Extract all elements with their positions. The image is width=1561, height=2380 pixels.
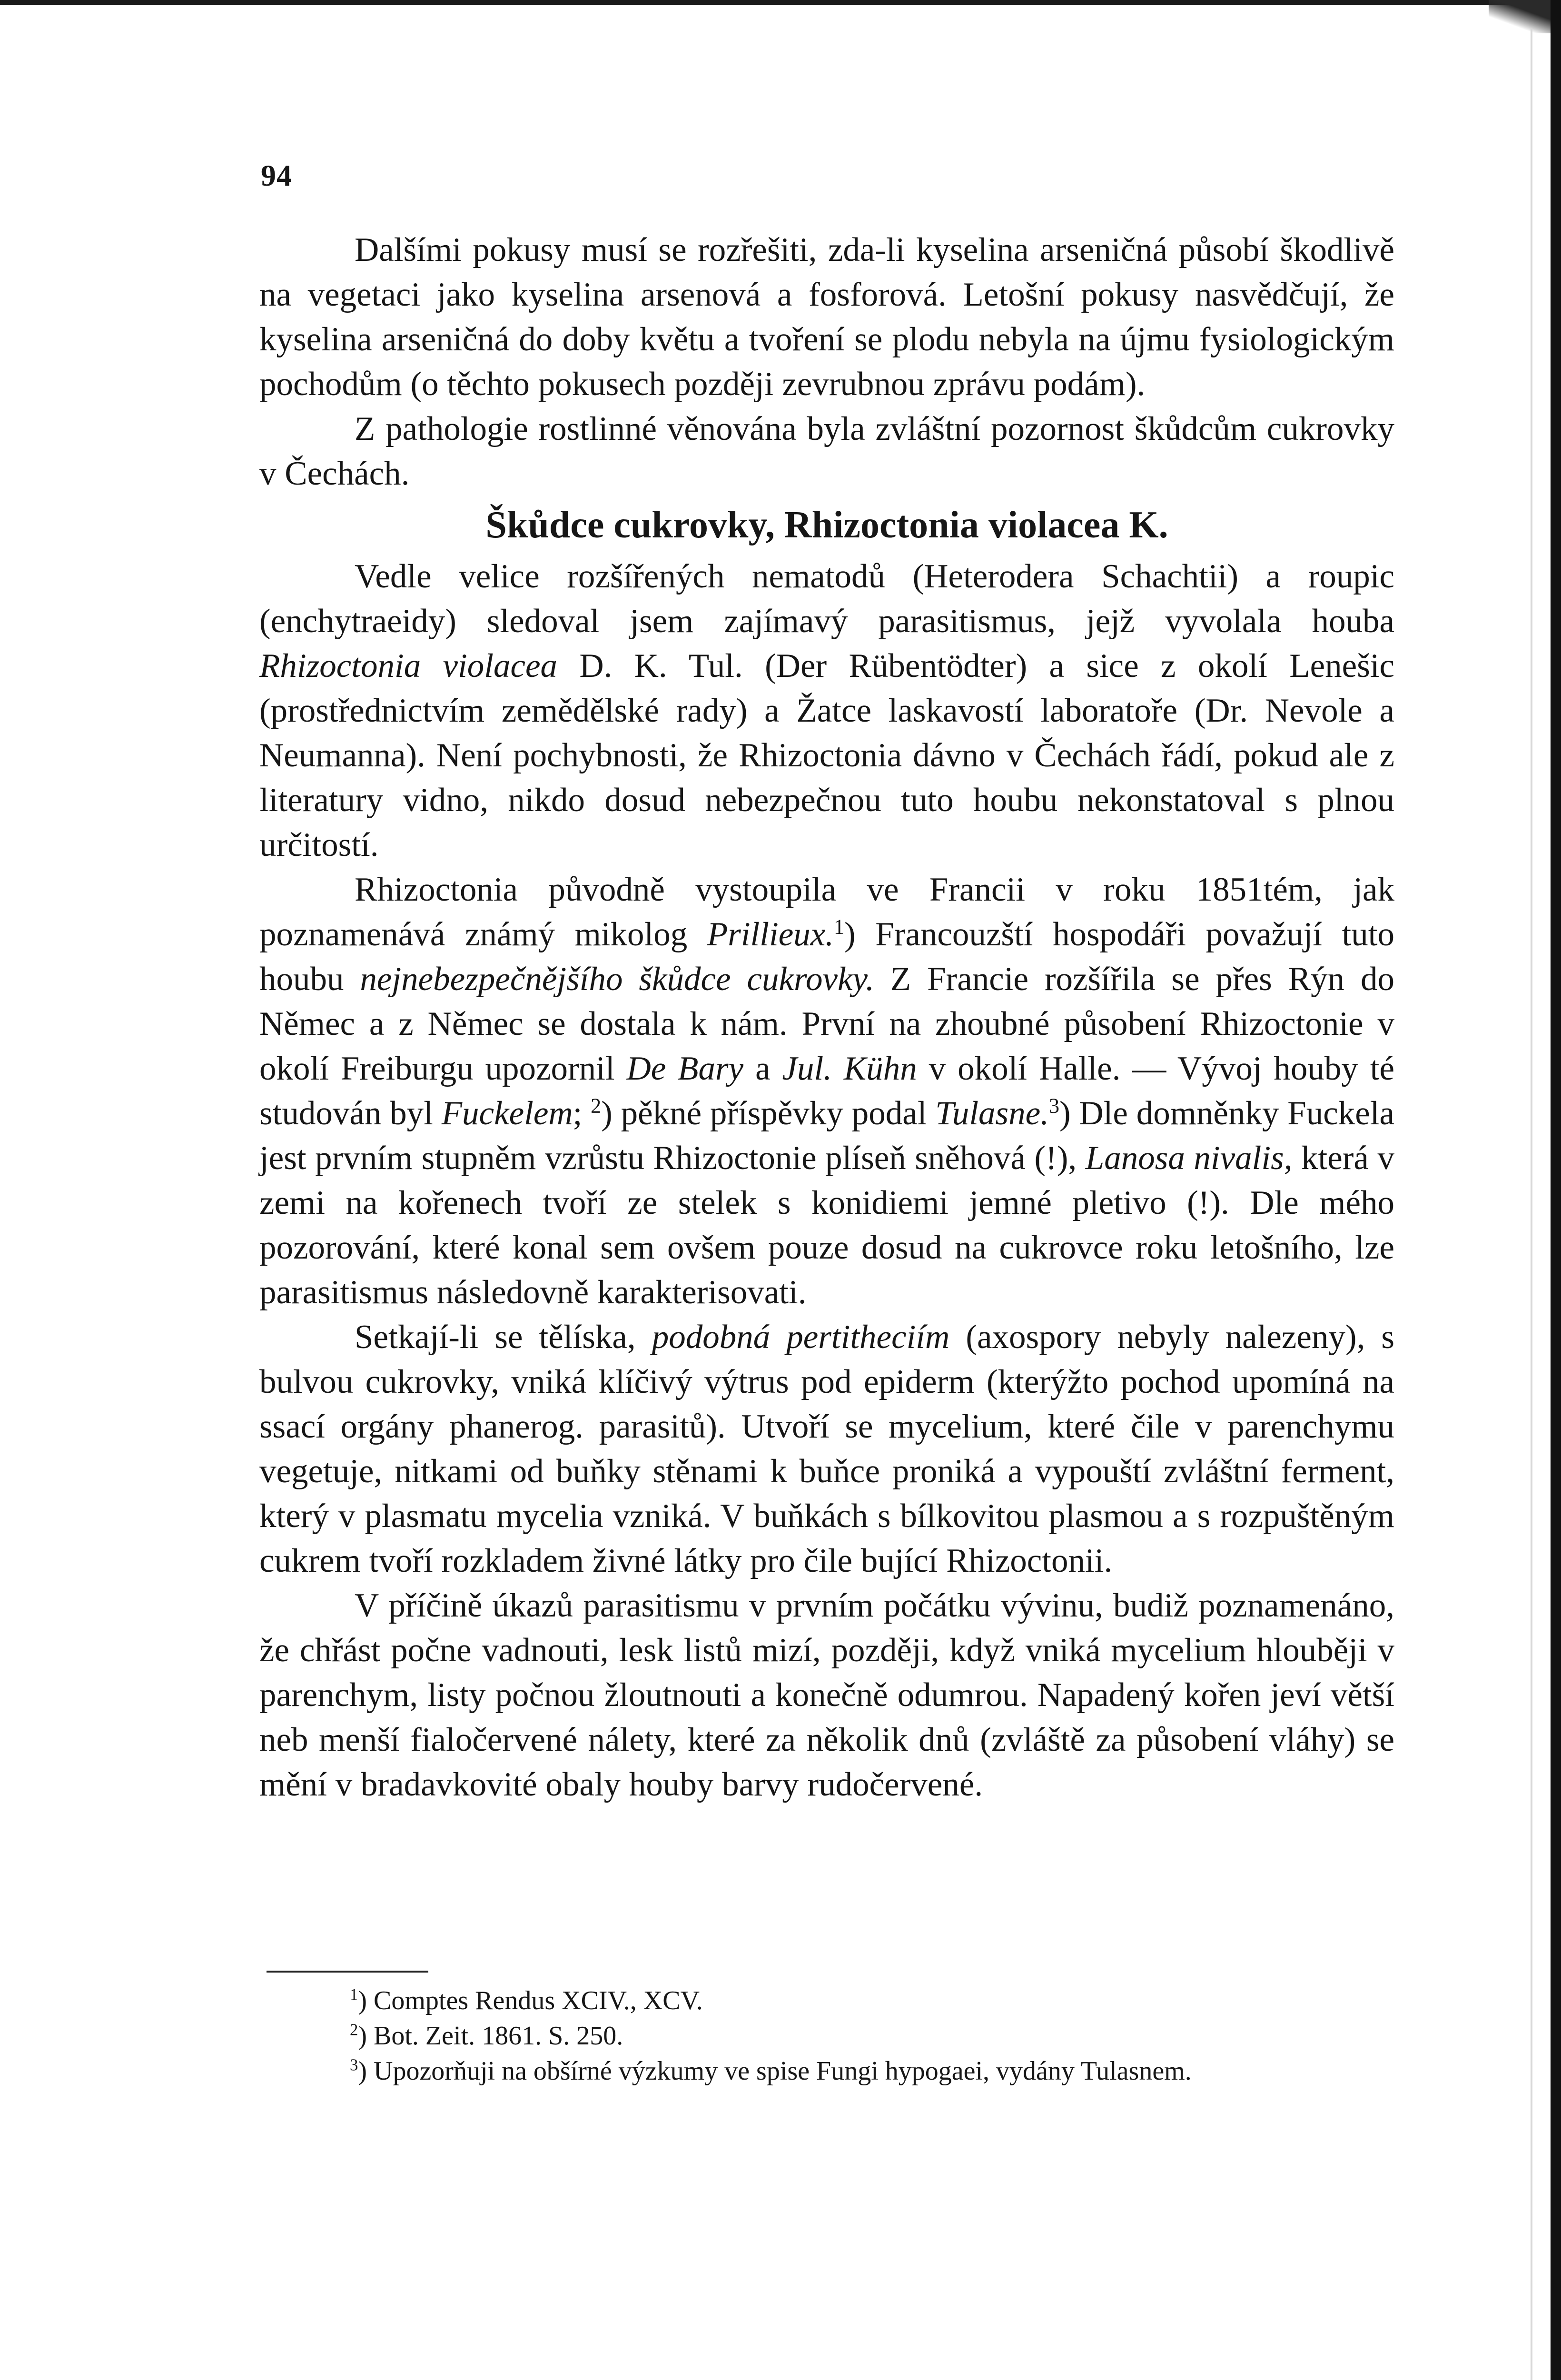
p4-text-i: v okolí Halle. — Vývoj houby té studován byl bbox=[259, 1050, 1394, 1132]
footnote-text: ) Comptes Rendus XCIV., XCV. bbox=[358, 1986, 703, 2015]
p4-text-e: Z Francie rozšířila se přes Rýn do Němec a z Němec se dostala k nám. První na zhoubné působení Rhizoctonie v okolí Freiburgu upozornil bbox=[259, 961, 1394, 1087]
p4-species-lanosa: Lanosa nivalis, bbox=[1085, 1140, 1293, 1177]
p4-author-tulasne: Tulasne. bbox=[935, 1095, 1049, 1132]
p4-text-p: která v zemi na kořenech tvoří ze stelek s konidiemi jemné pletivo (!). Dle mého pozorování, které konal sem ovšem pouze dosud na cukrovce roku letošního, lze parasitismus následovně karakterisovati. bbox=[259, 1140, 1394, 1311]
footnotes bbox=[350, 1983, 1397, 2089]
p4-author-prillieux: Prillieux. bbox=[707, 916, 834, 953]
footnote-text: ) Upozorňuji na obšírné výzkumy ve spise Fungi hypogaei, vydány Tulasnem. bbox=[358, 2056, 1192, 2086]
p4-author-kuhn: Jul. Kühn bbox=[782, 1050, 917, 1087]
p4-footnote-ref-3: 3 bbox=[1048, 1094, 1059, 1118]
footnote-1 bbox=[350, 1983, 1397, 2018]
p4-text-k: ; bbox=[573, 1095, 591, 1132]
scan-corner-shadow bbox=[1489, 0, 1551, 33]
paragraph-1: Dalšími pokusy musí se rozřešiti, zda-li kyselina arseničná působí škodlivě na vegetaci jako kyselina arsenová a fosforová. Letošní pokusy nasvědčují, že kyselina arseničná do doby květu a tvoření se plodu nebyla na újmu fysiologickým pochodům (o těchto pokusech později zevrubnou zprávu podám). bbox=[259, 231, 1394, 403]
p4-author-de-bary: De Bary bbox=[626, 1050, 744, 1087]
section-heading: Škůdce cukrovky, Rhizoctonia violacea K. bbox=[485, 504, 1168, 546]
p3-species-name: Rhizoctonia violacea bbox=[259, 647, 558, 684]
p3-text-c: D. K. Tul. (Der Rübentödter) a sice z okolí Lenešic (prostřednictvím zemědělské rady) a Žatce laskavostí laboratoře (Dr. Nevole a Neumanna). Není pochybnosti, že Rhizoctonia dávno v Čechách řádí, pokud ale z literatury vidno, nikdo dosud nebezpečnou tuto houbu nekonstatoval s plnou určitostí. bbox=[259, 647, 1394, 863]
paragraph-4 bbox=[259, 867, 1394, 1315]
paragraph-5 bbox=[259, 1315, 1394, 1583]
paragraph-2: Z pathologie rostlinné věnována byla zvláštní pozornost škůdcům cukrovky v Čechách. bbox=[259, 410, 1394, 492]
footnote-divider bbox=[267, 1971, 428, 1973]
p4-footnote-ref-1: 1 bbox=[834, 915, 845, 939]
footnote-mark: 2 bbox=[350, 2020, 358, 2039]
footnote-2 bbox=[350, 2018, 1397, 2053]
scan-top-edge bbox=[0, 0, 1561, 5]
footnote-mark: 3 bbox=[350, 2055, 358, 2074]
p4-italic-phrase: nejnebezpečnějšího škůdce cukrovky. bbox=[360, 961, 874, 998]
p5-italic-phrase: podobná pertitheciím bbox=[652, 1319, 950, 1356]
p4-text-c: ) Francouzští hospodáři považují tuto houbu bbox=[259, 916, 1394, 998]
p4-text-g: a bbox=[743, 1050, 782, 1087]
p4-footnote-ref-2: 2 bbox=[591, 1094, 602, 1118]
p4-author-fuckel: Fuckelem bbox=[441, 1095, 573, 1132]
scan-right-edge bbox=[1551, 0, 1561, 2380]
page-fold-line bbox=[1531, 29, 1532, 2380]
footnote-mark: 1 bbox=[350, 1985, 358, 2004]
paragraph-3 bbox=[259, 554, 1394, 867]
footnote-3 bbox=[350, 2053, 1397, 2089]
p4-text-l: ) pěkné příspěvky podal bbox=[601, 1095, 936, 1132]
p5-text-a: Setkají-li se tělíska, bbox=[355, 1319, 652, 1356]
p4-text-a: Rhizoctonia původně vystoupila ve Francii v roku 1851tém, jak poznamenává známý mikolog bbox=[259, 871, 1394, 953]
footnote-text: ) Bot. Zeit. 1861. S. 250. bbox=[358, 2021, 623, 2051]
p3-text-a: Vedle velice rozšířených nematodů (Heterodera Schachtii) a roupic (enchytraeidy) sledoval jsem zajímavý parasitismus, jejž vyvolala houba bbox=[259, 558, 1394, 640]
p4-text-n: ) Dle domněnky Fuckela jest prvním stupněm vzrůstu Rhizoctonie plíseň sněhová (!), bbox=[259, 1095, 1394, 1177]
page-number: 94 bbox=[261, 159, 292, 192]
body-text bbox=[259, 228, 1394, 1807]
paragraph-6: V příčině úkazů parasitismu v prvním počátku vývinu, budiž poznamenáno, že chřást počne vadnouti, lesk listů mizí, později, když vniká mycelium hlouběji v parenchym, listy počnou žloutnouti a konečně odumrou. Napadený kořen jeví větší neb menší fialočervené nálety, které za několik dnů (zvláště za působení vláhy) se mění v bradavkovité obaly houby barvy rudočervené. bbox=[259, 1587, 1394, 1803]
p5-text-c: (axospory nebyly nalezeny), s bulvou cukrovky, vniká klíčivý výtrus pod epiderm (kterýžto pochod upomíná na ssací orgány phanerog. parasitů). Utvoří se mycelium, které čile v parenchymu vegetuje, nitkami od buňky stěnami k buňce proniká a vypouští zvláštní ferment, který v plasmatu mycelia vzniká. V buňkách s bílkovitou plasmou a s rozpuštěným cukrem tvoří rozkladem živné látky pro čile bující Rhizoctonii. bbox=[259, 1319, 1395, 1579]
